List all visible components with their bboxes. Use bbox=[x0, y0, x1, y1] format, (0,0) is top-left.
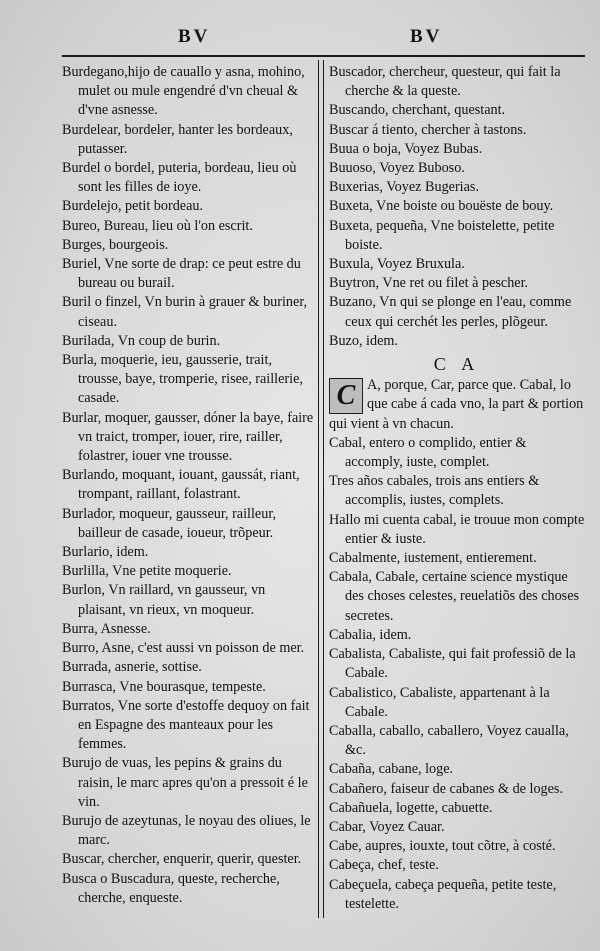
entry: Burdelear, bordeler, hanter les bordeaux, putasser. bbox=[62, 121, 293, 157]
entry: Busca o Buscadura, queste, recherche, cherche, enqueste. bbox=[62, 870, 280, 906]
running-head-right: BV bbox=[410, 26, 443, 47]
entry: Burujo de azeytunas, le noyau des oliues, le marc. bbox=[62, 812, 311, 849]
entry: Buxeta, pequeña, Vne boistelette, petite boiste. bbox=[329, 217, 555, 253]
header-rule bbox=[62, 55, 585, 57]
entry: Cabalista, Cabaliste, qui fait professiõ de la Cabale. bbox=[329, 646, 576, 682]
entry: Buxula, Voyez Bruxula. bbox=[329, 256, 465, 273]
entry: Buriel, Vne sorte de drap: ce peut estre du bureau ou burail. bbox=[62, 256, 301, 292]
entry: Tres años cabales, trois ans entiers & accomplis, iustes, complets. bbox=[329, 473, 540, 509]
column-divider bbox=[318, 60, 324, 918]
entry: Buscador, chercheur, questeur, qui fait la cherche & la queste. bbox=[329, 64, 561, 100]
entry: Buscando, cherchant, questant. bbox=[329, 102, 506, 119]
entry: Burges, bourgeois. bbox=[62, 236, 169, 253]
entry: Burdel o bordel, puteria, bordeau, lieu où sont les filles de ioye. bbox=[62, 160, 297, 196]
entry: Cabalmente, iustement, entierement. bbox=[329, 550, 537, 567]
entry: Buzo, idem. bbox=[329, 332, 398, 349]
entry: Burlario, idem. bbox=[62, 544, 149, 561]
entry: Burlador, moqueur, gausseur, railleur, bailleur de casade, ioueur, trõpeur. bbox=[62, 505, 277, 541]
dropcap-initial: C bbox=[329, 378, 363, 414]
entry: Cabalistico, Cabaliste, appartenant à la Cabale. bbox=[329, 684, 550, 720]
entry: Burlon, Vn raillard, vn gausseur, vn plaisant, vn rieux, vn moqueur. bbox=[62, 582, 266, 618]
entry: Cabala, Cabale, certaine science mystique des choses celestes, reuelatiõs des choses secretes. bbox=[329, 569, 580, 624]
entry: Burra, Asnesse. bbox=[62, 620, 151, 637]
entry: Burlar, moquer, gausser, dóner la baye, faire vn traict, tromper, iouer, rire, railler, folastrer, iouer vne trousse. bbox=[62, 409, 314, 465]
entry: Buua o boja, Voyez Bubas. bbox=[329, 140, 483, 157]
entry: Bureo, Bureau, lieu où l'on escrit. bbox=[62, 217, 253, 234]
dropcap-entry-continuation: Cabal, lo que cabe á cada vno, la part & portion qui vient à vn chacun. bbox=[329, 377, 584, 432]
entry: Burlando, moquant, iouant, gaussát, riant, trompant, raillant, folastrant. bbox=[62, 467, 300, 503]
entry: Burrada, asnerie, sottise. bbox=[62, 659, 202, 676]
entry: Burrasca, Vne bourasque, tempeste. bbox=[62, 678, 266, 695]
entry: Burilada, Vn coup de burin. bbox=[62, 332, 221, 349]
entry: Burratos, Vne sorte d'estoffe dequoy on fait en Espagne des manteaux pour les femmes. bbox=[62, 697, 310, 753]
entry: Cabal, entero o complido, entier & accomply, iuste, complet. bbox=[329, 434, 527, 471]
entry: Burlilla, Vne petite moquerie. bbox=[62, 563, 232, 580]
entry: Buytron, Vne ret ou filet à pescher. bbox=[329, 275, 529, 292]
entry: Cabar, Voyez Cauar. bbox=[329, 818, 445, 835]
entry: Caballa, caballo, caballero, Voyez caualla, &c. bbox=[329, 722, 569, 759]
entry: Burdegano,hijo de cauallo y asna, mohino, mulet ou mule engendré d'vn cheual & d'vne asnesse. bbox=[62, 64, 305, 119]
running-head-left: BV bbox=[178, 26, 211, 47]
entry: Burla, moquerie, ieu, gausserie, trait, trousse, baye, tromperie, risee, raillerie, casade. bbox=[62, 352, 303, 407]
section-heading: C A bbox=[433, 354, 481, 375]
left-column bbox=[62, 63, 314, 908]
entry: Cabalia, idem. bbox=[329, 626, 412, 643]
entry: Buscar á tiento, chercher à tastons. bbox=[329, 121, 527, 138]
entry: Buxeta, Vne boiste ou bouëste de bouy. bbox=[329, 198, 554, 215]
entry: Hallo mi cuenta cabal, ie trouue mon compte entier & iuste. bbox=[329, 511, 585, 547]
entry: Cabe, aupres, iouxte, tout cõtre, à costé. bbox=[329, 838, 556, 855]
dropcap-entry-text: A, porque, Car, parce que. bbox=[367, 377, 517, 394]
entry: Cabañero, faiseur de cabanes & de loges. bbox=[329, 780, 563, 797]
entry: Buzano, Vn qui se plonge en l'eau, comme ceux qui cerchét les perles, plõgeur. bbox=[329, 294, 572, 330]
entry: Cabañuela, logette, cabuette. bbox=[329, 799, 493, 816]
entry: Cabeça, chef, teste. bbox=[329, 857, 439, 874]
entry-with-dropcap bbox=[329, 376, 585, 434]
entry: Buscar, chercher, enquerir, querir, quester. bbox=[62, 851, 302, 868]
entry: Burujo de vuas, les pepins & grains du raisin, le marc apres qu'on a pressoit é le vin. bbox=[62, 755, 308, 810]
entry: Buxerias, Voyez Bugerias. bbox=[329, 179, 479, 196]
entry: Cabaña, cabane, loge. bbox=[329, 761, 454, 778]
right-column bbox=[329, 63, 585, 914]
entry: Burro, Asne, c'est aussi vn poisson de mer. bbox=[62, 640, 305, 657]
entry: Buuoso, Voyez Buboso. bbox=[329, 160, 465, 177]
entry: Cabeçuela, cabeça pequeña, petite teste, testelette. bbox=[329, 876, 557, 912]
entry: Buril o finzel, Vn burin à grauer & buriner, ciseau. bbox=[62, 294, 308, 330]
entry: Burdelejo, petit bordeau. bbox=[62, 198, 204, 215]
